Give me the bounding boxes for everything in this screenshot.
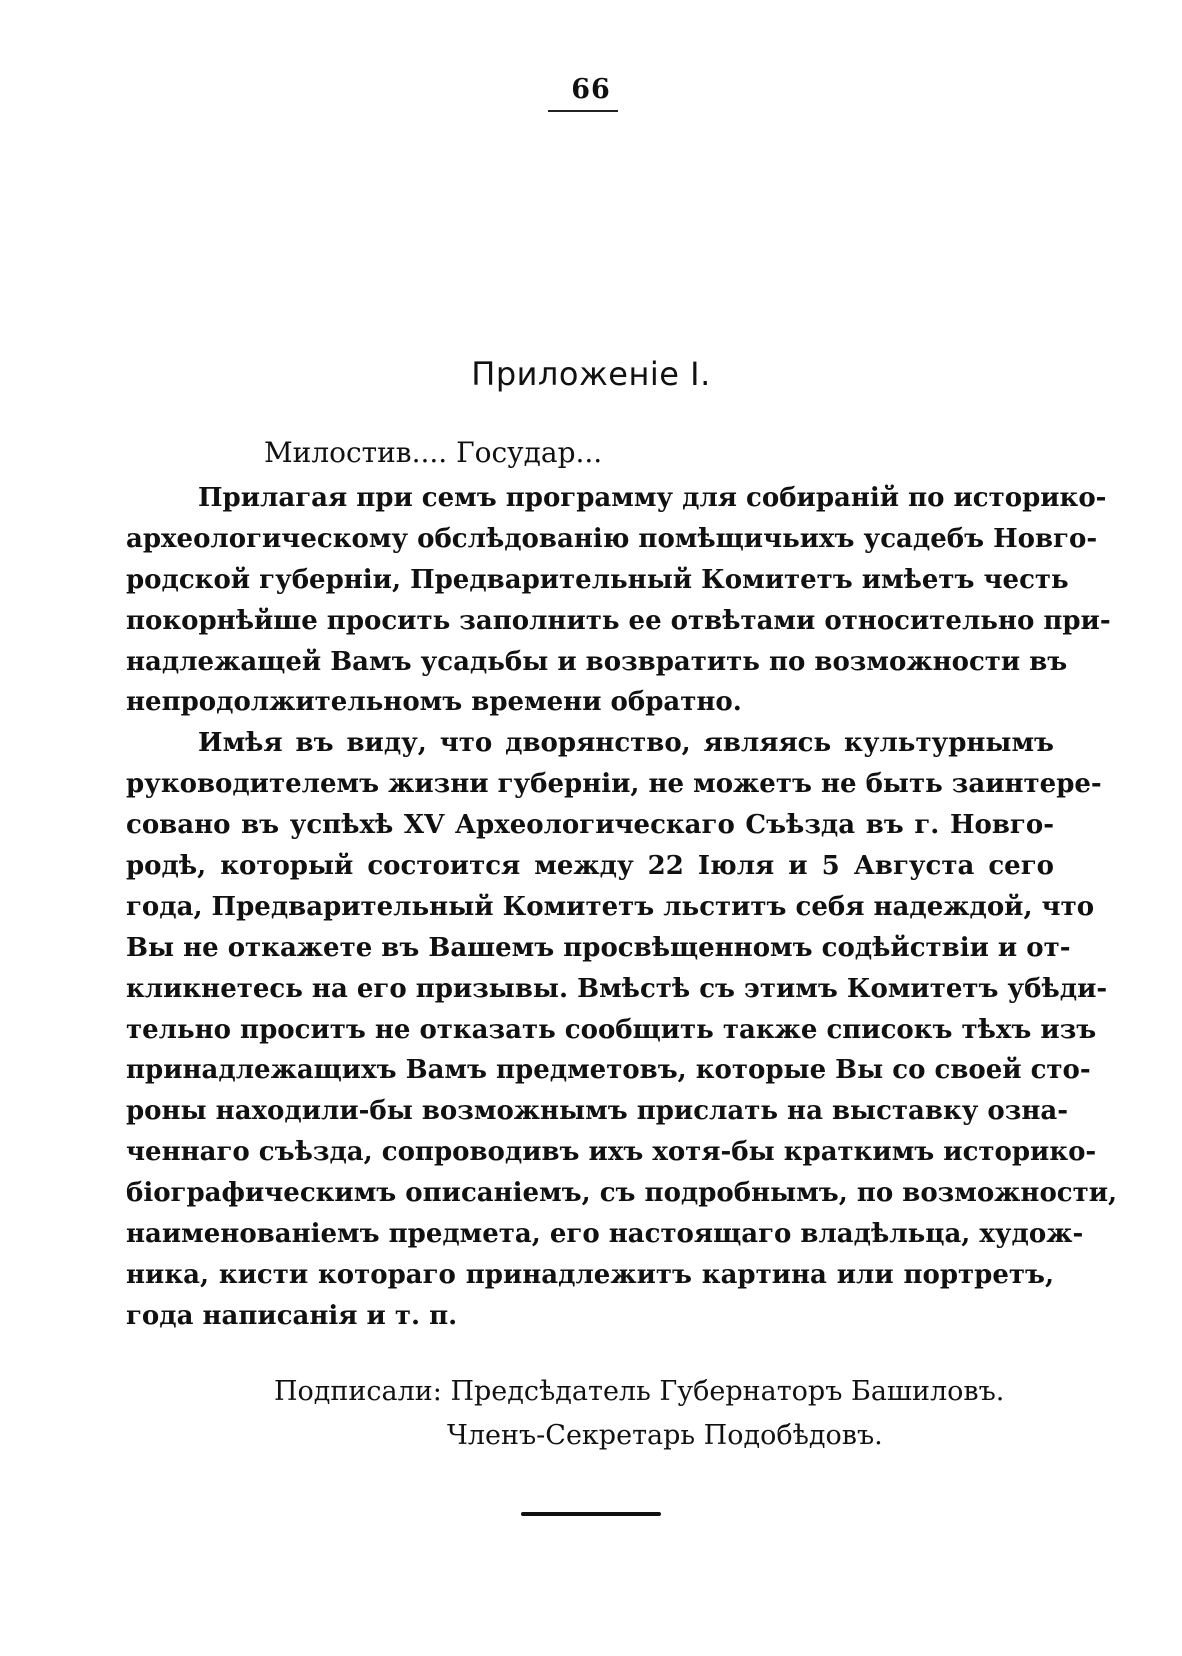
- text-line: ника, кисти котораго принадлежитъ картина или портретъ,: [126, 1259, 1054, 1290]
- paragraph-1: [126, 478, 1111, 723]
- appendix-title: Приложеніе І.: [471, 355, 711, 393]
- signature-chairman: Подписали: Предсѣдатель Губернаторъ Башиловъ.: [274, 1376, 1005, 1407]
- text-line: Вы не откажете въ Вашемъ просвѣщенномъ содѣйствіи и от-: [126, 932, 1071, 963]
- text-line: Прилагая при семъ программу для собираній по историко-: [198, 483, 1107, 513]
- signature-secretary: Членъ-Секретарь Подобѣдовъ.: [447, 1420, 883, 1451]
- text-line: ченнаго съѣзда, сопроводивъ ихъ хотя-бы краткимъ историко-: [126, 1137, 1097, 1168]
- letter-body: [126, 478, 1118, 1337]
- text-line: непродолжительномъ времени обратно.: [126, 687, 742, 718]
- page-number-underline: [548, 110, 618, 112]
- salutation: Милостив.... Государ...: [264, 436, 603, 469]
- text-line: руководителемъ жизни губерніи, не можетъ не быть заинтере-: [126, 769, 1102, 800]
- text-line: кликнетесь на его призывы. Вмѣстѣ съ этимъ Комитетъ убѣди-: [126, 973, 1108, 1004]
- text-line: надлежащей Вамъ усадьбы и возвратить по возможности въ: [126, 646, 1068, 677]
- text-line: совано въ успѣхѣ XV Археологическаго Съѣзда въ г. Новго-: [126, 810, 1054, 841]
- text-line: наименованіемъ предмета, его настоящаго владѣльца, худож-: [126, 1219, 1084, 1250]
- page-number: 66: [571, 74, 611, 105]
- text-line: покорнѣйше просить заполнить ее отвѣтами относительно при-: [126, 605, 1111, 636]
- text-line: родской губерніи, Предварительный Комитетъ имѣетъ честь: [126, 564, 1069, 595]
- text-line: родѣ, который состоится между 22 Іюля и 5 Августа сего: [126, 851, 1054, 882]
- text-line: принадлежащихъ Вамъ предметовъ, которые Вы со своей сто-: [126, 1055, 1091, 1086]
- text-line: года, Предварительный Комитетъ льститъ себя надеждой, что: [126, 891, 1095, 922]
- text-line: біографическимъ описаніемъ, съ подробнымъ, по возможности,: [126, 1178, 1118, 1209]
- text-line: роны находили-бы возможнымъ прислать на выставку озна-: [126, 1096, 1069, 1127]
- text-line: года написанія и т. п.: [126, 1300, 458, 1331]
- paragraph-2: [126, 723, 1118, 1336]
- text-line: тельно проситъ не отказать сообщить также списокъ тѣхъ изъ: [126, 1014, 1097, 1045]
- text-line: Имѣя въ виду, что дворянство, являясь культурнымъ: [198, 728, 1054, 759]
- end-rule: [521, 1512, 661, 1516]
- text-line: археологическому обслѣдованію помѣщичьихъ усадебъ Новго-: [126, 523, 1098, 554]
